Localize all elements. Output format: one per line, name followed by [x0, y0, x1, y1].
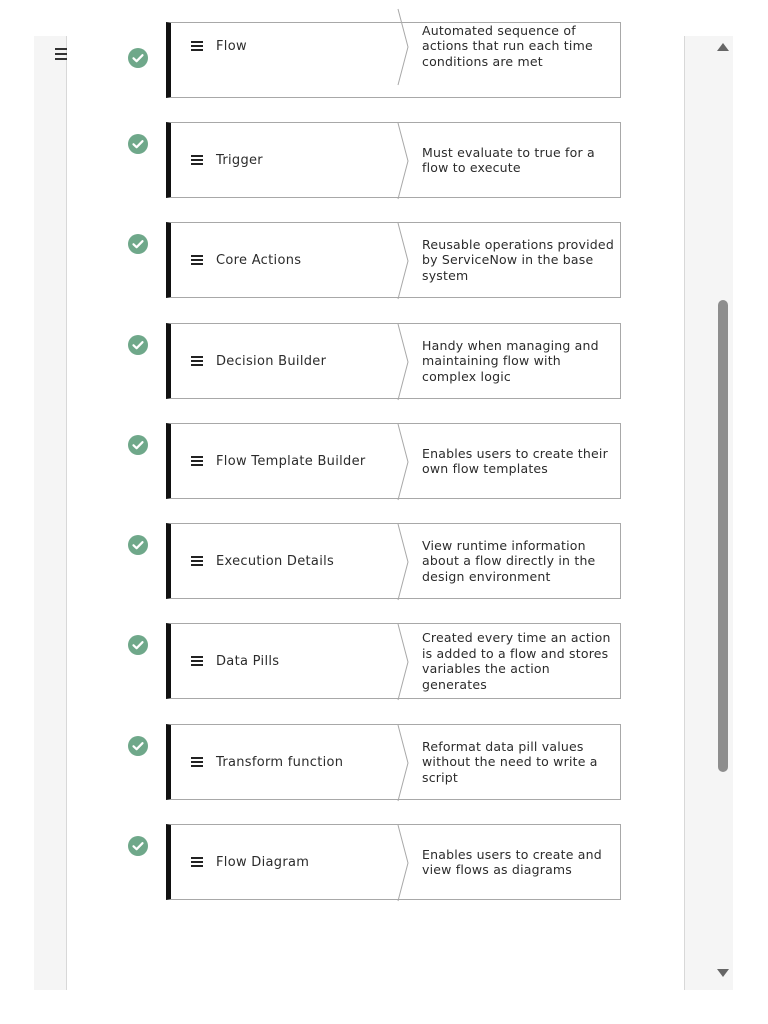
definition-text: Enables users to create and view flows as diagrams — [422, 846, 602, 877]
term-label: Trigger — [216, 152, 263, 168]
term-card[interactable] — [166, 824, 621, 900]
term-card[interactable] — [166, 623, 621, 699]
check-circle-icon — [127, 233, 149, 255]
check-circle-icon — [127, 835, 149, 857]
chevron-divider — [393, 424, 409, 500]
match-row — [67, 423, 684, 501]
definition-text: Enables users to create their own flow templates — [422, 445, 608, 476]
term-label: Decision Builder — [216, 353, 327, 369]
chevron-divider — [393, 324, 409, 400]
term-card[interactable] — [166, 22, 621, 98]
drag-handle-icon[interactable] — [189, 754, 205, 770]
drag-handle-icon[interactable] — [189, 38, 205, 54]
term-label: Data Pills — [216, 653, 280, 669]
check-circle-icon — [127, 133, 149, 155]
drag-handle-icon[interactable] — [189, 653, 205, 669]
definition-text: Reusable operations provided by ServiceNow in the base system — [422, 236, 614, 283]
definition-text: Reformat data pill values without the need to write a script — [422, 738, 598, 785]
match-row — [67, 724, 684, 802]
chevron-divider — [393, 123, 409, 199]
match-row — [67, 323, 684, 401]
scroll-down-arrow-icon[interactable] — [716, 968, 730, 980]
definition-text: Handy when managing and maintaining flow with complex logic — [422, 337, 599, 384]
term-label: Flow Template Builder — [216, 453, 366, 469]
definition-text: Automated sequence of actions that run each time conditions are met — [422, 22, 593, 69]
scrollbar-thumb[interactable] — [718, 300, 728, 772]
match-row — [67, 122, 684, 200]
check-circle-icon — [127, 434, 149, 456]
scroll-up-arrow-icon[interactable] — [716, 40, 730, 52]
match-row — [67, 623, 684, 701]
drag-handle-icon[interactable] — [189, 252, 205, 268]
term-card[interactable] — [166, 222, 621, 298]
drag-handle-icon[interactable] — [189, 453, 205, 469]
chevron-divider — [393, 223, 409, 299]
check-circle-icon — [127, 47, 149, 69]
match-row — [67, 523, 684, 601]
drag-handle-icon[interactable] — [189, 152, 205, 168]
term-label: Core Actions — [216, 252, 302, 268]
left-gutter — [34, 36, 67, 990]
term-card[interactable] — [166, 523, 621, 599]
check-circle-icon — [127, 534, 149, 556]
term-card[interactable] — [166, 724, 621, 800]
definition-text: Must evaluate to true for a flow to execute — [422, 144, 595, 175]
term-card[interactable] — [166, 122, 621, 198]
term-label: Execution Details — [216, 553, 335, 569]
definition-text: Created every time an action is added to a flow and stores variables the action generates — [422, 630, 611, 692]
chevron-divider — [393, 725, 409, 801]
chevron-divider — [393, 825, 409, 901]
chevron-divider — [393, 524, 409, 600]
drag-handle-icon[interactable] — [189, 553, 205, 569]
chevron-divider — [393, 624, 409, 700]
term-label: Flow — [216, 38, 247, 54]
check-circle-icon — [127, 735, 149, 757]
check-circle-icon — [127, 634, 149, 656]
chevron-divider — [393, 9, 409, 85]
term-card[interactable] — [166, 423, 621, 499]
drag-handle-icon[interactable] — [189, 353, 205, 369]
term-card[interactable] — [166, 323, 621, 399]
match-row — [67, 824, 684, 902]
check-circle-icon — [127, 334, 149, 356]
match-row — [67, 22, 684, 114]
definition-text: View runtime information about a flow directly in the design environment — [422, 537, 596, 584]
matching-list — [67, 22, 684, 990]
drag-handle-icon[interactable] — [189, 854, 205, 870]
term-label: Transform function — [216, 754, 344, 770]
match-row — [67, 222, 684, 300]
term-label: Flow Diagram — [216, 854, 310, 870]
